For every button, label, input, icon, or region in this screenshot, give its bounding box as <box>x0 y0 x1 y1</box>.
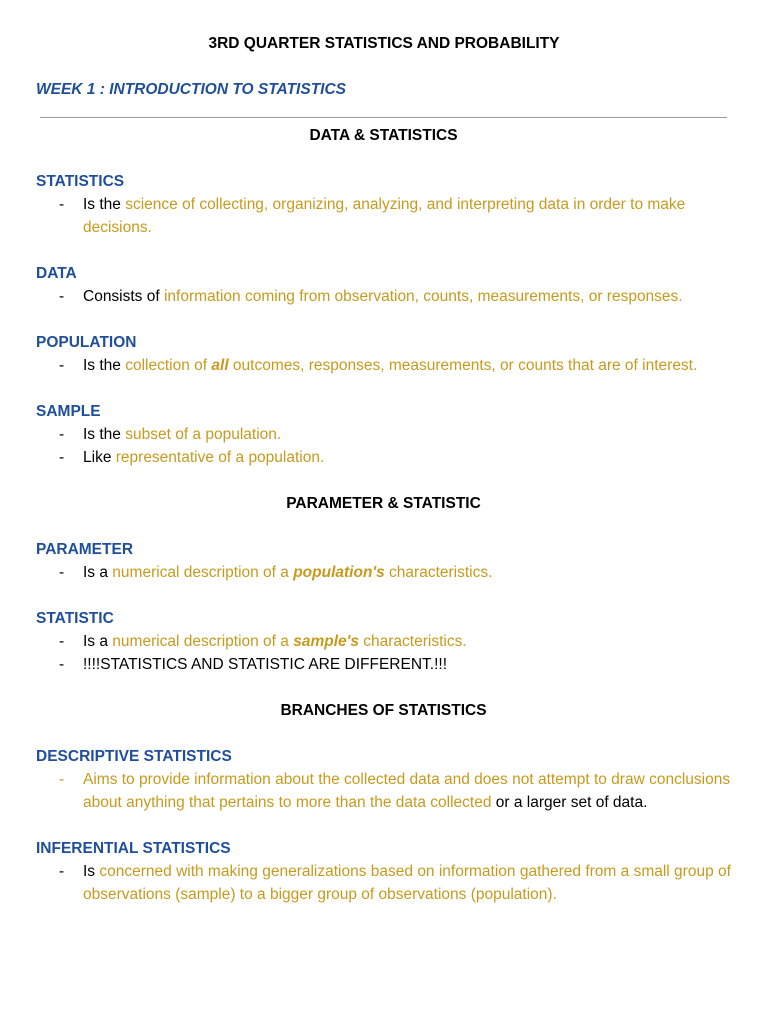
term-data: DATA <box>36 265 77 282</box>
week-heading: WEEK 1 : INTRODUCTION TO STATISTICS <box>36 81 346 98</box>
list-item <box>36 446 736 469</box>
statistic-definition-list <box>36 630 736 676</box>
definition-highlight: characteristics. <box>384 564 493 581</box>
term-descriptive-statistics: DESCRIPTIVE STATISTICS <box>36 748 232 765</box>
data-definition-list <box>36 285 736 308</box>
section-heading-data-statistics: DATA & STATISTICS <box>309 127 458 144</box>
list-item <box>36 193 736 239</box>
bullet-dash: - <box>59 656 65 673</box>
list-item <box>36 768 736 814</box>
definition-text: Consists of <box>83 288 164 305</box>
parameter-definition-list <box>36 561 736 584</box>
definition-highlight: subset of a population. <box>125 426 282 443</box>
term-statistic: STATISTIC <box>36 610 114 627</box>
warning-note: !!!!STATISTICS AND STATISTIC ARE DIFFERENT.!!! <box>83 656 448 673</box>
bullet-dash: - <box>59 196 65 213</box>
section-heading-branches: BRANCHES OF STATISTICS <box>280 702 487 719</box>
list-item <box>36 354 736 377</box>
definition-highlight: collection of <box>125 357 212 374</box>
term-population: POPULATION <box>36 334 137 351</box>
bullet-dash: - <box>59 633 65 650</box>
term-statistics: STATISTICS <box>36 173 125 190</box>
bullet-dash: - <box>59 426 65 443</box>
definition-text: or a larger set of data. <box>491 794 648 811</box>
definition-highlight: Aims to provide information about the collected data and does not attempt to draw conclusions about anything that pertains to more than the data collected <box>83 771 731 811</box>
definition-text: Is a <box>83 564 113 581</box>
list-item <box>36 561 736 584</box>
definition-text: Is <box>83 863 100 880</box>
list-item <box>36 423 736 446</box>
definition-highlight: characteristics. <box>358 633 467 650</box>
definition-highlight: outcomes, responses, measurements, or counts that are of interest. <box>228 357 698 374</box>
definition-text: Is the <box>83 357 126 374</box>
document-body <box>36 124 736 906</box>
definition-text: Is the <box>83 426 126 443</box>
inferential-definition-list <box>36 860 736 906</box>
bullet-dash: - <box>59 357 65 374</box>
bullet-dash: - <box>59 449 65 466</box>
definition-highlight: concerned with making generalizations based on information gathered from a small group of observations (sample) to a bigger group of observations (population). <box>83 863 731 903</box>
definition-highlight: numerical description of a <box>112 633 294 650</box>
term-inferential-statistics: INFERENTIAL STATISTICS <box>36 840 231 857</box>
document-title: 3RD QUARTER STATISTICS AND PROBABILITY <box>208 35 560 52</box>
definition-highlight: representative of a population. <box>115 449 325 466</box>
horizontal-rule <box>40 117 727 118</box>
definition-highlight: numerical description of a <box>112 564 294 581</box>
definition-text: Like <box>83 449 116 466</box>
bullet-dash: - <box>59 771 65 788</box>
bullet-dash: - <box>59 288 65 305</box>
definition-emphasis: population's <box>293 564 385 581</box>
definition-text: Is the <box>83 196 126 213</box>
term-parameter: PARAMETER <box>36 541 134 558</box>
sample-definition-list <box>36 423 736 469</box>
list-item <box>36 860 736 906</box>
list-item <box>36 285 736 308</box>
bullet-dash: - <box>59 863 65 880</box>
descriptive-definition-list <box>36 768 736 814</box>
list-item <box>36 630 736 653</box>
definition-highlight: information coming from observation, counts, measurements, or responses. <box>163 288 683 305</box>
section-heading-parameter-statistic: PARAMETER & STATISTIC <box>286 495 481 512</box>
definition-emphasis: sample's <box>293 633 359 650</box>
bullet-dash: - <box>59 564 65 581</box>
definition-highlight: science of collecting, organizing, analyzing, and interpreting data in order to make decisions. <box>83 196 686 236</box>
definition-emphasis: all <box>211 357 229 374</box>
list-item <box>36 653 736 676</box>
population-definition-list <box>36 354 736 377</box>
statistics-definition-list <box>36 193 736 239</box>
term-sample: SAMPLE <box>36 403 101 420</box>
definition-text: Is a <box>83 633 113 650</box>
